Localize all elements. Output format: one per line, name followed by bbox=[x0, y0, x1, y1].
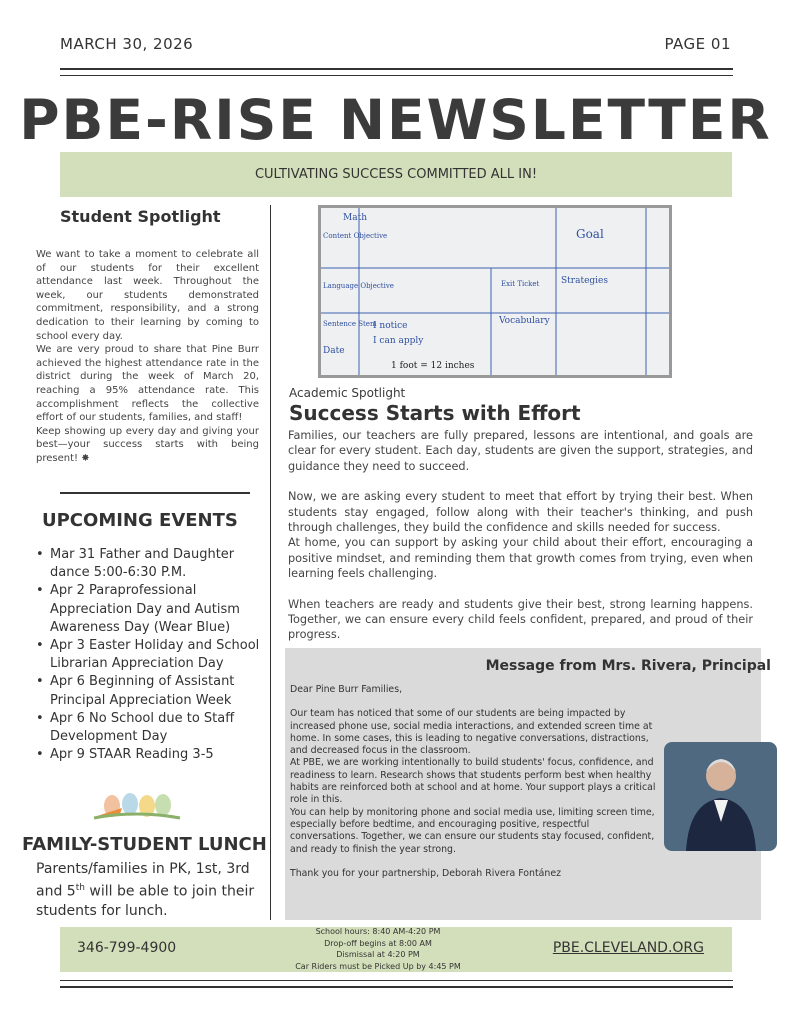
lunch-heading: FAMILY-STUDENT LUNCH bbox=[22, 834, 267, 855]
wb-label: I notice bbox=[373, 321, 408, 331]
paragraph: Our team has noticed that some of our students are being impacted by increased phone use, social media interactions, and extended screen time at home. In some cases, this is leading to negative conversations, distractions, and decreased focus in the classroom. bbox=[290, 708, 653, 757]
page-number: PAGE 01 bbox=[664, 35, 731, 53]
divider bbox=[60, 986, 733, 988]
message-text bbox=[290, 684, 660, 880]
academic-text bbox=[288, 428, 753, 643]
hours-line: Drop-off begins at 8:00 AM bbox=[324, 938, 432, 948]
message-heading: Message from Mrs. Rivera, Principal bbox=[485, 658, 771, 674]
paragraph: At home, you can support by asking your child about their effort, encouraging a positive mindset, and reminding them that growth comes from trying, even when learning feels challenging. bbox=[288, 536, 753, 581]
hours-line: Car Riders must be Picked Up by 4:45 PM bbox=[295, 961, 461, 971]
event-item: • Apr 6 No School due to Staff Development Day bbox=[36, 710, 266, 746]
event-item: • Apr 6 Beginning of Assistant Principal Appreciation Week bbox=[36, 673, 266, 709]
paragraph: We are very proud to share that Pine Burr achieved the highest attendance rate in the district during the week of March 20, reaching a 95% attendance rate. This accomplishment reflects the collective effort of our students, families, and staff! bbox=[36, 344, 259, 424]
event-item: • Apr 3 Easter Holiday and School Librarian Appreciation Day bbox=[36, 637, 266, 673]
lunch-text-a: Parents/families in PK, 1st, 3rd and 5 bbox=[36, 861, 250, 900]
paragraph: Families, our teachers are fully prepared, lessons are intentional, and goals are clear for every student. Each day, students are given the support, strategies, and guidance they need to succeed. bbox=[288, 429, 753, 473]
superscript: th bbox=[75, 883, 85, 893]
tagline-banner bbox=[60, 152, 732, 197]
paragraph: Now, we are asking every student to meet that effort by trying their best. When students stay engaged, follow along with their teacher's thinking, and push through challenges, they build the confidence and skills needed for success. bbox=[288, 490, 753, 535]
newsletter-title: PBE-RISE NEWSLETTER bbox=[19, 88, 772, 152]
wb-label: Math bbox=[343, 213, 367, 223]
footer-bar bbox=[60, 927, 732, 972]
school-hours bbox=[260, 926, 496, 972]
event-item: • Mar 31 Father and Daughter dance 5:00-6:30 P.M. bbox=[36, 546, 266, 582]
hours-line: Dismissal at 4:20 PM bbox=[336, 950, 420, 959]
wb-label: Date bbox=[323, 346, 345, 356]
spotlight-text bbox=[36, 248, 259, 466]
wb-label: Vocabulary bbox=[499, 316, 550, 326]
phone-number[interactable]: 346-799-4900 bbox=[77, 940, 177, 956]
divider bbox=[60, 75, 733, 76]
spotlight-heading: Student Spotlight bbox=[60, 207, 221, 226]
wb-label: Strategies bbox=[561, 276, 608, 286]
paragraph: Keep showing up every day and giving your best—your success starts with being present! ✸ bbox=[36, 425, 259, 464]
easter-eggs-illustration bbox=[92, 784, 182, 824]
divider bbox=[60, 492, 250, 494]
wb-label: I can apply bbox=[373, 336, 424, 346]
greeting: Dear Pine Burr Families, bbox=[290, 684, 403, 695]
lunch-text-b: will be able to join their students for lunch. bbox=[36, 883, 255, 919]
hours-line: School hours: 8:40 AM-4:20 PM bbox=[315, 927, 441, 936]
issue-date: MARCH 30, 2026 bbox=[60, 35, 194, 53]
event-item: • Apr 9 STAAR Reading 3-5 bbox=[36, 746, 266, 764]
paragraph: When teachers are ready and students give their best, strong learning happens. Together, we can ensure every child feels confident, prepared, and proud of their progress. bbox=[288, 597, 753, 642]
classroom-whiteboard-photo bbox=[318, 205, 672, 378]
academic-kicker: Academic Spotlight bbox=[289, 386, 406, 400]
event-item: • Apr 2 Paraprofessional Appreciation Day and Autism Awareness Day (Wear Blue) bbox=[36, 582, 266, 637]
wb-label: 1 foot = 12 inches bbox=[391, 361, 475, 371]
divider bbox=[60, 980, 733, 981]
paragraph: You can help by monitoring phone and social media use, limiting screen time, especially before bedtime, and encouraging positive, respectful conversations. Together, we can ensure our students stay focused, confident, and ready to finish the year strong. bbox=[290, 806, 655, 855]
divider bbox=[60, 68, 733, 70]
academic-heading: Success Starts with Effort bbox=[289, 401, 581, 425]
tagline: CULTIVATING SUCCESS COMMITTED ALL IN! bbox=[254, 167, 538, 182]
paragraph: At PBE, we are working intentionally to build students' focus, confidence, and readiness to learn. Research shows that students perform best when healthy habits are reinforced both at school and at home. Your support plays a critical role in this. bbox=[290, 757, 656, 806]
paragraph: We want to take a moment to celebrate all of our students for their excellent attendance last week. Throughout the week, our students demonstrated commitment, responsibility, and a strong dedication to their learning by coming to school every day. bbox=[36, 249, 259, 342]
wb-label: Sentence Stem bbox=[323, 320, 377, 328]
wb-label: Goal bbox=[576, 227, 604, 241]
wb-label: Language Objective bbox=[323, 282, 394, 290]
lunch-text bbox=[36, 860, 262, 921]
events-heading: UPCOMING EVENTS bbox=[42, 510, 238, 531]
principal-photo bbox=[664, 742, 777, 851]
wb-label: Content Objective bbox=[323, 232, 388, 240]
column-divider bbox=[270, 205, 271, 920]
website-link[interactable]: PBE.CLEVELAND.ORG bbox=[552, 940, 704, 956]
events-list bbox=[36, 546, 266, 764]
wb-label: Exit Ticket bbox=[501, 280, 540, 288]
closing: Thank you for your partnership, Deborah Rivera Fontánez bbox=[290, 867, 562, 879]
